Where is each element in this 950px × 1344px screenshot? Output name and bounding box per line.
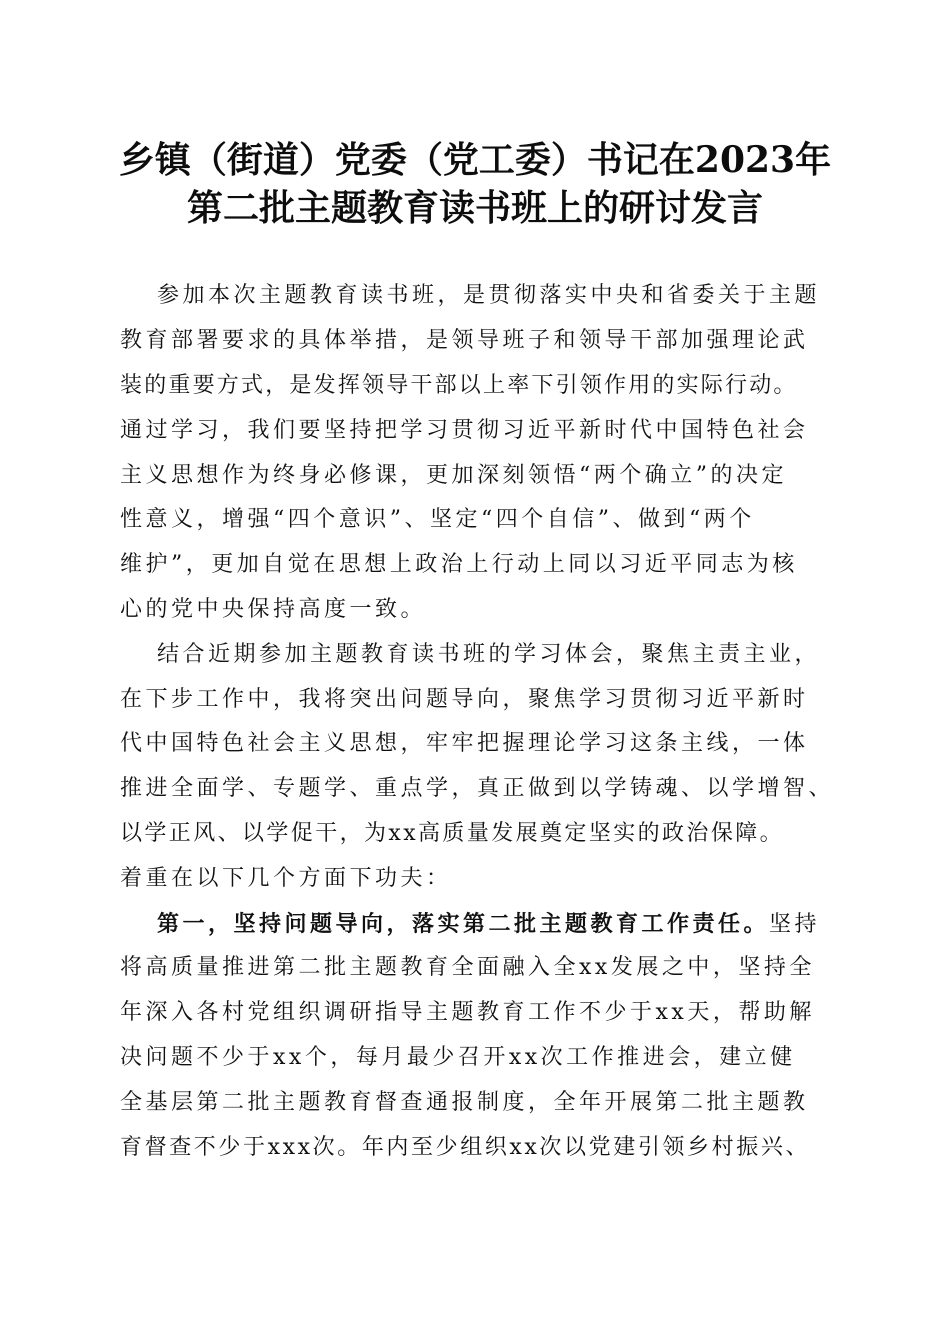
paragraph-1-line: 性意义，增强“四个意识”、坚定“四个自信”、做到“两个 [120, 507, 755, 532]
paragraph-3-first-line-rest: 坚持 [769, 912, 821, 937]
paragraph-2-line: 在下步工作中，我将突出问题导向，聚焦学习贯彻习近平新时 [120, 687, 809, 712]
paragraph-3-line: 育督查不少于xxx次。年内至少组织xx次以党建引领乡村振兴、 [120, 1135, 811, 1160]
paragraph-3-line: 全基层第二批主题教育督查通报制度，全年开展第二批主题教 [120, 1090, 809, 1115]
paragraph-3-lead-heading: 第一，坚持问题导向，落实第二批主题教育工作责任。 [157, 911, 770, 937]
paragraph-2-line: 以学正风、以学促干，为xx高质量发展奠定坚实的政治保障。 [120, 821, 785, 846]
paragraph-3-line: 将高质量推进第二批主题教育全面融入全xx发展之中，坚持全 [120, 955, 815, 980]
document-title-line-1: 乡镇（街道）党委（党工委）书记在2023年 [118, 139, 832, 181]
paragraph-1-line: 维护”，更加自觉在思想上政治上行动上同以习近平同志为核 [120, 552, 798, 577]
paragraph-2-line: 推进全面学、专题学、重点学，真正做到以学铸魂、以学增智、 [120, 776, 835, 801]
paragraph-2-line: 结合近期参加主题教育读书班的学习体会，聚焦主责主业， [157, 642, 821, 667]
paragraph-1-line: 装的重要方式，是发挥领导干部以上率下引领作用的实际行动。 [120, 373, 798, 398]
paragraph-1-line: 主义思想作为终身必修课，更加深刻领悟“两个确立”的决定 [120, 463, 787, 488]
paragraph-2-line: 着重在以下几个方面下功夫： [120, 866, 452, 891]
paragraph-3-line: 决问题不少于xx个，每月最少召开xx次工作推进会，建立健 [120, 1045, 796, 1070]
paragraph-1-line: 参加本次主题教育读书班，是贯彻落实中央和省委关于主题 [157, 283, 821, 308]
paragraph-3-first-line [157, 902, 820, 946]
paragraph-3-line: 年深入各村党组织调研指导主题教育工作不少于xx天，帮助解 [120, 1000, 815, 1025]
paragraph-2-line: 代中国特色社会主义思想，牢牢把握理论学习这条主线，一体 [120, 731, 809, 756]
paragraph-1-line: 心的党中央保持高度一致。 [120, 597, 427, 622]
document-title-line-2: 第二批主题教育读书班上的研讨发言 [186, 187, 763, 229]
paragraph-1-line: 通过学习，我们要坚持把学习贯彻习近平新时代中国特色社会 [120, 418, 809, 443]
paragraph-1-line: 教育部署要求的具体举措，是领导班子和领导干部加强理论武 [120, 328, 809, 353]
